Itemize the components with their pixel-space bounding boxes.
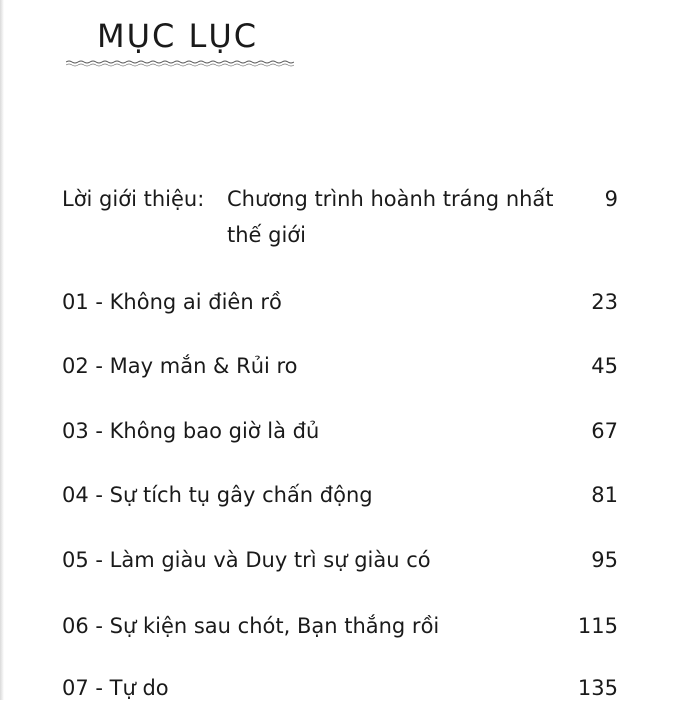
chapter-page-number: 135 bbox=[577, 676, 618, 700]
chapter-page-number: 23 bbox=[591, 290, 618, 314]
toc-entry-intro[interactable] bbox=[62, 181, 618, 253]
chapter-label: 05 - Làm giàu và Duy trì sự giàu có bbox=[62, 548, 431, 572]
chapter-label: 01 - Không ai điên rồ bbox=[62, 290, 282, 314]
chapter-page-number: 115 bbox=[577, 614, 618, 638]
chapter-label: 04 - Sự tích tụ gây chấn động bbox=[62, 483, 373, 507]
chapter-page-number: 95 bbox=[591, 548, 618, 572]
intro-title-label: Chương trình hoành tráng nhất thế giới bbox=[227, 187, 554, 247]
intro-page-number: 9 bbox=[604, 187, 618, 211]
intro-lead-label: Lời giới thiệu: bbox=[62, 187, 205, 211]
chapter-page-number: 81 bbox=[591, 483, 618, 507]
chapter-page-number: 67 bbox=[591, 419, 618, 443]
chapter-page-number: 45 bbox=[591, 354, 618, 378]
chapter-label: 07 - Tự do bbox=[62, 676, 169, 700]
chapter-label: 03 - Không bao giờ là đủ bbox=[62, 419, 320, 443]
chapter-label: 06 - Sự kiện sau chót, Bạn thắng rồi bbox=[62, 614, 440, 638]
chapter-label: 02 - May mắn & Rủi ro bbox=[62, 354, 298, 378]
page-title: MỤC LỤC bbox=[97, 17, 259, 55]
